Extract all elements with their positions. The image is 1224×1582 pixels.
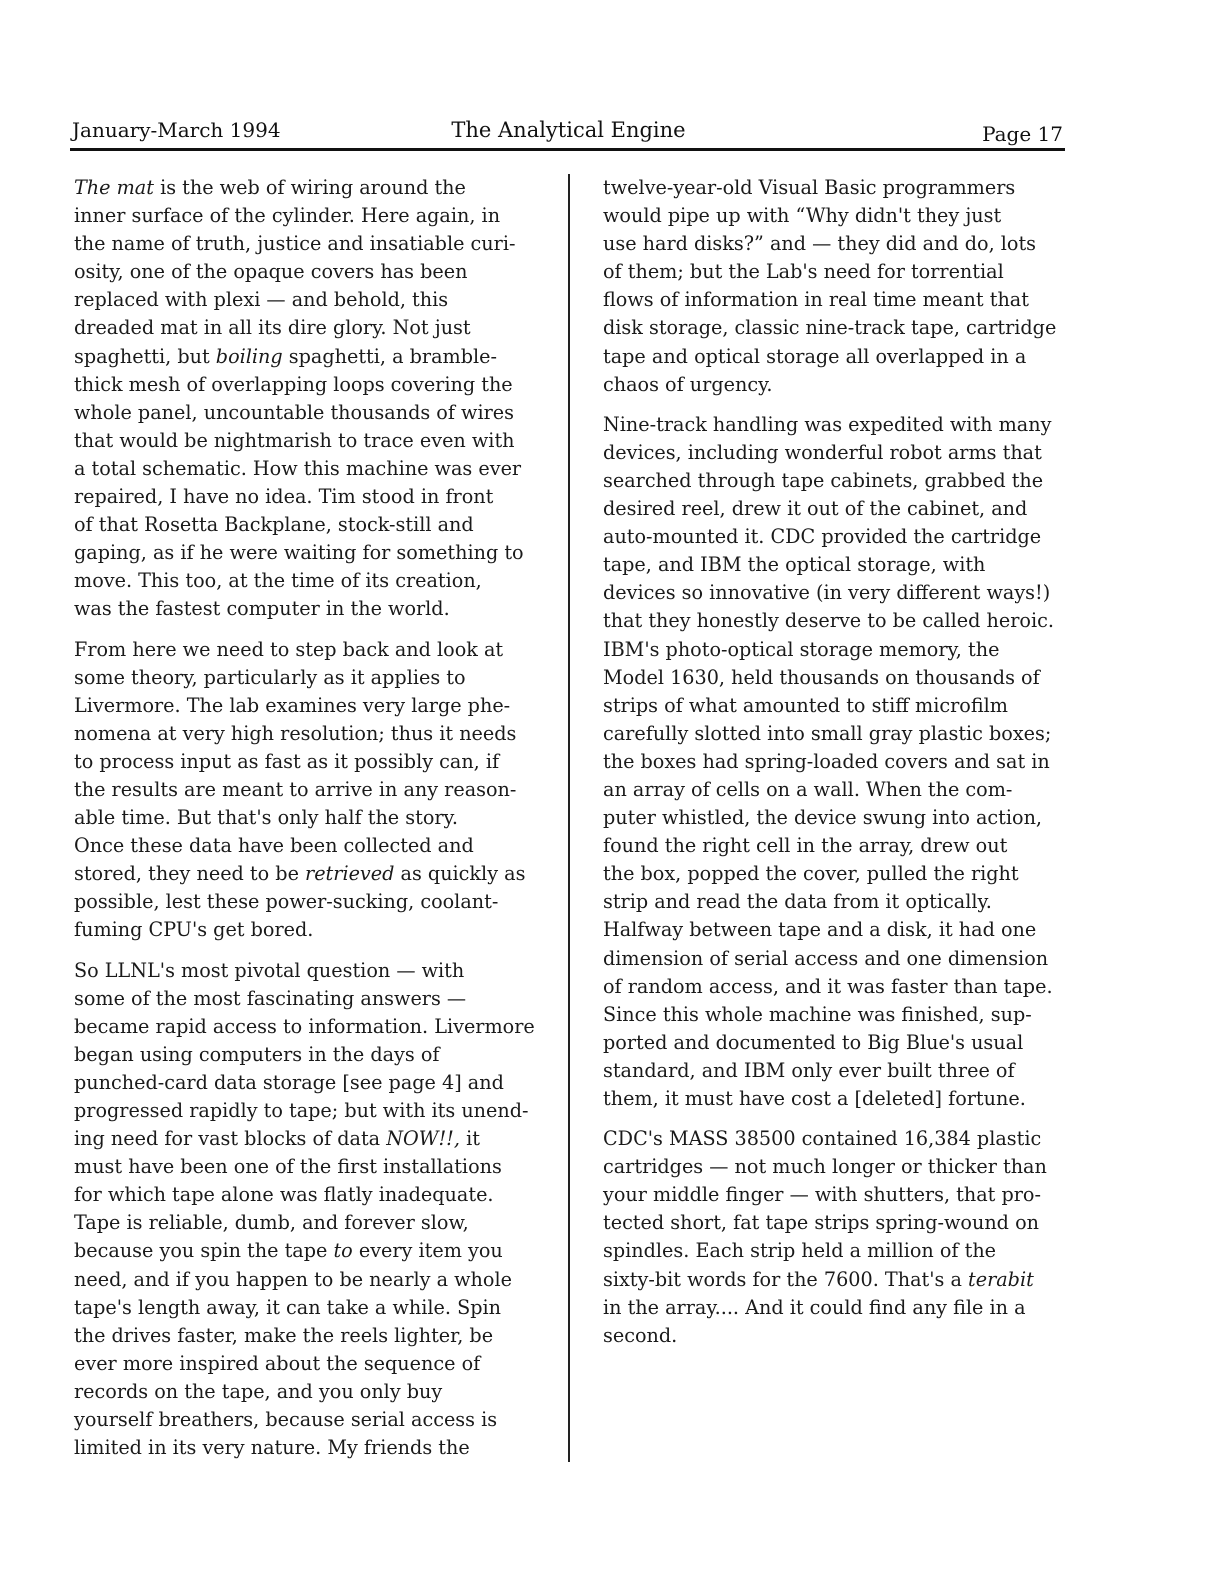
text-line: began using computers in the days of — [74, 1042, 440, 1066]
text-line: the boxes had spring-loaded covers and sat in — [603, 749, 1050, 773]
text-line: records on the tape, and you only buy — [74, 1379, 443, 1403]
text-line: From here we need to step back and look at — [74, 637, 504, 661]
text-line: an array of cells on a wall. When the com- — [603, 777, 1013, 801]
text-line: devices so innovative (in very different ways!) — [603, 581, 1051, 605]
text-line: move. This too, at the time of its creation, — [74, 569, 482, 593]
text-line: carefully slotted into small gray plastic boxes; — [603, 721, 1052, 745]
text-line: second. — [603, 1323, 678, 1347]
text-line: would pipe up with “Why didn't they just — [603, 204, 1002, 228]
text-line: use hard disks?” and — they did and do, lots — [603, 232, 1037, 256]
text-line: osity, one of the opaque covers has been — [74, 260, 468, 284]
text-line: some of the most fascinating answers — — [74, 986, 467, 1010]
text-line: yourself breathers, because serial access is — [74, 1408, 498, 1432]
text-line: because you spin the tape to every item you — [74, 1239, 503, 1263]
text-line: limited in its very nature. My friends the — [74, 1436, 470, 1460]
text-line: to process input as fast as it possibly can, if — [74, 749, 500, 773]
text-line: ported and documented to Big Blue's usual — [603, 1030, 1024, 1054]
text-line: for which tape alone was flatly inadequate. — [74, 1183, 494, 1207]
text-line: Livermore. The lab examines very large phe- — [74, 693, 511, 717]
paragraph-cdc-mass — [603, 1125, 1059, 1350]
text-line: replaced with plexi — and behold, this — [74, 288, 449, 312]
text-line: in the array.... And it could find any file in a — [603, 1295, 1026, 1319]
text-line: Nine-track handling was expedited with many — [603, 412, 1052, 436]
text-line: puter whistled, the device swung into action, — [603, 806, 1043, 830]
left-column — [74, 174, 536, 1474]
paragraph-llnl-question — [74, 957, 536, 1463]
text-line: the box, popped the cover, pulled the right — [603, 862, 1019, 886]
text-line: ing need for vast blocks of data NOW!!, it — [74, 1127, 480, 1151]
text-line: nomena at very high resolution; thus it needs — [74, 721, 517, 745]
text-line: possible, lest these power-sucking, coolant- — [74, 890, 499, 914]
text-line: The mat is the web of wiring around the — [74, 176, 466, 199]
text-line: of random access, and it was faster than tape. — [603, 974, 1053, 998]
text-line: Once these data have been collected and — [74, 834, 474, 858]
text-line: strip and read the data from it optically. — [603, 890, 992, 914]
text-line: stored, they need to be retrieved as quickly as — [74, 862, 526, 886]
right-column — [603, 174, 1059, 1362]
text-line: punched-card data storage [see page 4] and — [74, 1070, 504, 1094]
text-line: must have been one of the first installations — [74, 1155, 502, 1179]
text-line: some theory, particularly as it applies to — [74, 665, 466, 689]
text-line: the name of truth, justice and insatiable curi- — [74, 232, 516, 256]
text-line: tape, and IBM the optical storage, with — [603, 553, 986, 577]
text-line: became rapid access to information. Livermore — [74, 1014, 535, 1038]
issue-date: January-March 1994 — [72, 118, 281, 142]
text-line: twelve-year-old Visual Basic programmers — [603, 176, 1016, 199]
italic-term: boiling — [215, 344, 283, 368]
paragraph-nine-track — [603, 411, 1059, 1113]
text-line: gaping, as if he were waiting for something to — [74, 541, 524, 565]
text-line: that would be nightmarish to trace even with — [74, 428, 515, 452]
text-line: able time. But that's only half the story. — [74, 806, 458, 830]
text-line: found the right cell in the array, drew out — [603, 834, 1008, 858]
text-line: cartridges — not much longer or thicker than — [603, 1155, 1047, 1179]
text-line: Since this whole machine was finished, sup- — [603, 1002, 1032, 1026]
column-divider — [568, 174, 570, 1462]
text-line: Tape is reliable, dumb, and forever slow, — [74, 1211, 469, 1235]
text-line: dimension of serial access and one dimension — [603, 946, 1049, 970]
text-line: inner surface of the cylinder. Here again, in — [74, 204, 501, 228]
text-line: that they honestly deserve to be called heroic. — [603, 609, 1054, 633]
text-line: flows of information in real time meant that — [603, 288, 1029, 312]
text-line: searched through tape cabinets, grabbed the — [603, 468, 1044, 492]
text-line: the results are meant to arrive in any reason- — [74, 777, 517, 801]
text-line: was the fastest computer in the world. — [74, 597, 450, 621]
text-line: your middle finger — with shutters, that pro- — [603, 1183, 1041, 1207]
italic-term: retrieved — [305, 862, 395, 886]
text-line: of them; but the Lab's need for torrential — [603, 260, 1004, 284]
text-line: fuming CPU's get bored. — [74, 918, 314, 942]
publication-title: The Analytical Engine — [451, 118, 686, 142]
text-line: thick mesh of overlapping loops covering the — [74, 372, 513, 396]
text-line: chaos of urgency. — [603, 372, 773, 396]
text-line: need, and if you happen to be nearly a whole — [74, 1267, 512, 1291]
paragraph-theory — [74, 636, 536, 945]
text-line: desired reel, drew it out of the cabinet, and — [603, 497, 1028, 521]
text-line: IBM's photo-optical storage memory, the — [603, 637, 1000, 661]
italic-term: terabit — [968, 1267, 1034, 1291]
text-line: Halfway between tape and a disk, it had one — [603, 918, 1037, 942]
text-line: So LLNL's most pivotal question — with — [74, 958, 465, 982]
italic-term: NOW!!, — [386, 1127, 460, 1151]
text-line: strips of what amounted to stiff microfilm — [603, 693, 1008, 717]
text-line: ever more inspired about the sequence of — [74, 1351, 481, 1375]
paragraph-the-mat — [74, 174, 536, 624]
text-line: tected short, fat tape strips spring-wound on — [603, 1211, 1039, 1235]
italic-term: The mat — [74, 176, 154, 199]
running-header — [72, 118, 1065, 148]
text-line: whole panel, uncountable thousands of wires — [74, 400, 514, 424]
text-line: them, it must have cost a [deleted] fortune. — [603, 1087, 1026, 1110]
header-rule — [70, 148, 1065, 151]
text-line: the drives faster, make the reels lighter, be — [74, 1323, 494, 1347]
italic-term: to — [333, 1239, 353, 1263]
text-line: Model 1630, held thousands on thousands of — [603, 665, 1040, 689]
text-line: standard, and IBM only ever built three of — [603, 1058, 1015, 1082]
text-line: tape's length away, it can take a while. Spin — [74, 1295, 501, 1319]
text-line: spaghetti, but boiling spaghetti, a bramble- — [74, 344, 497, 368]
text-line: CDC's MASS 38500 contained 16,384 plastic — [603, 1127, 1042, 1151]
text-line: sixty-bit words for the 7600. That's a terabit — [603, 1267, 1034, 1291]
page-number: Page 17 — [982, 122, 1063, 146]
paragraph-hard-disks — [603, 174, 1059, 399]
text-line: disk storage, classic nine-track tape, cartridge — [603, 316, 1057, 340]
text-line: auto-mounted it. CDC provided the cartridge — [603, 525, 1042, 549]
text-line: progressed rapidly to tape; but with its unend- — [74, 1099, 529, 1122]
text-line: a total schematic. How this machine was ever — [74, 456, 522, 480]
text-line: of that Rosetta Backplane, stock-still and — [74, 513, 474, 537]
text-line: dreaded mat in all its dire glory. Not just — [74, 316, 471, 340]
text-line: devices, including wonderful robot arms that — [603, 440, 1042, 464]
text-line: repaired, I have no idea. Tim stood in front — [74, 485, 494, 509]
text-line: spindles. Each strip held a million of the — [603, 1239, 997, 1263]
text-line: tape and optical storage all overlapped in a — [603, 344, 1027, 368]
